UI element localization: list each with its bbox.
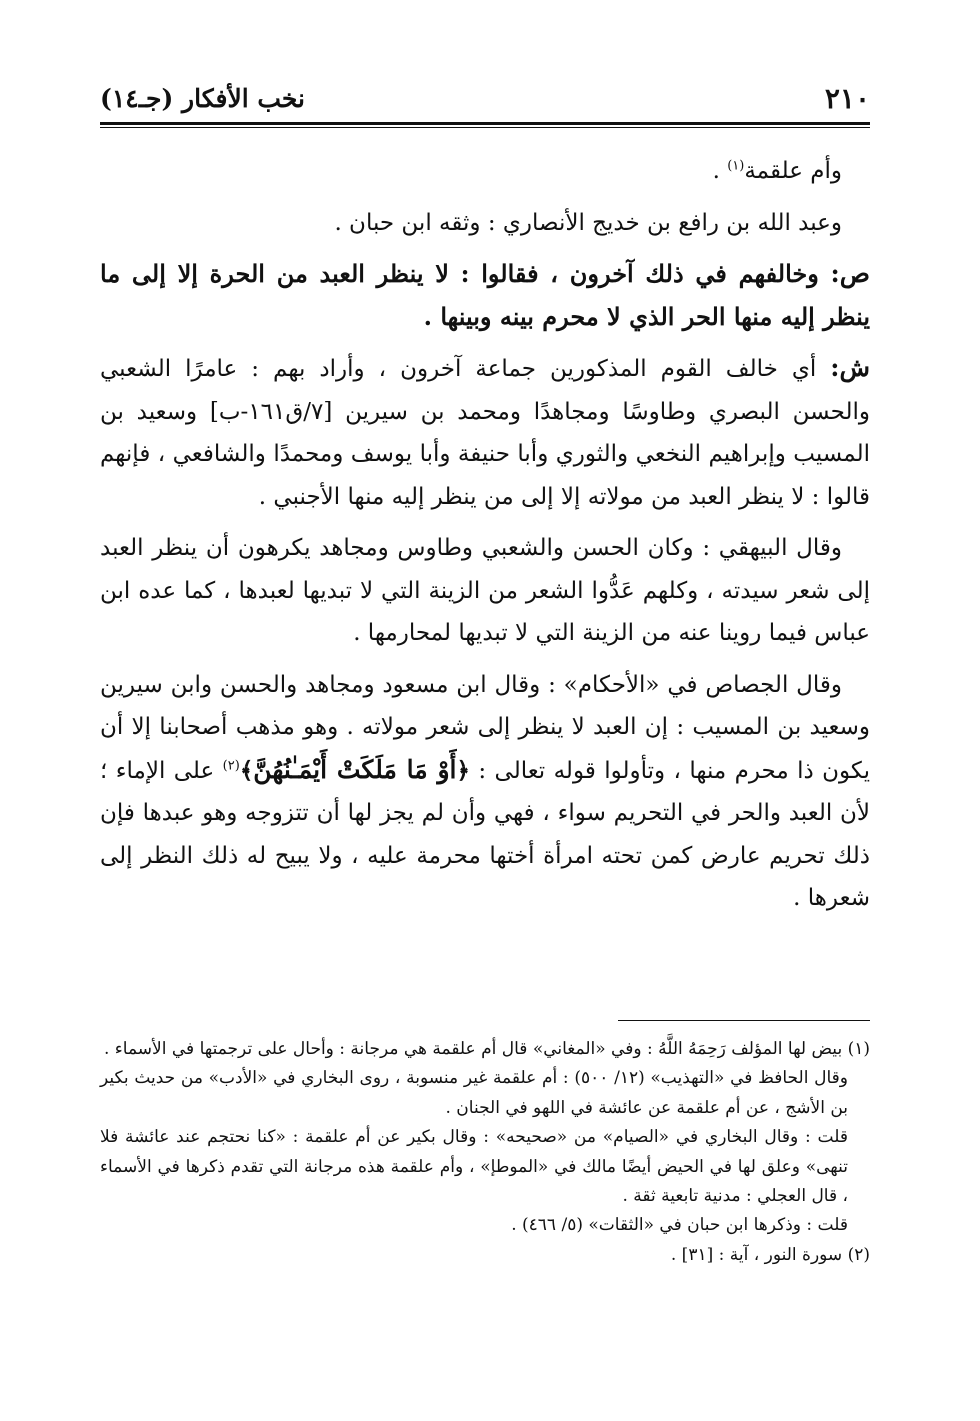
page-number: ٢١٠ (824, 82, 870, 115)
paragraph-2: وعبد الله بن رافع بن خديج الأنصاري : وثقه ابن حبان . (334, 209, 842, 236)
paragraph-jassas: وقال الجصاص في «الأحكام» : وقال ابن مسعود ومجاهد والحسن وابن سيرين وسعيد بن المسيب : إن العبد لا ينظر إلى شعر مولاته . وهو مذهب أصحابنا إلا أن يكون ذا محرم منها ، وتأولوا قوله تعالى : ﴿أَوْ مَا مَلَكَتْ أَيْمَـٰنُهُنَّ﴾$^{(٢)}$ على الإماء ؛ لأن العبد والحر في التحريم سواء ، فهي وأن لم يجز لها أن تتزوجه وهو عبدها فإن ذلك تحريم عارض كمن تحته امرأة أختها محرمة عليه ، ولا يبيح له ذلك النظر إلى شعرها . (100, 671, 871, 911)
matn-text: وخالفهم في ذلك آخرون ، فقالوا : لا ينظر العبد من الحرة إلا إلى ما ينظر إليه منها الحر الذي لا محرم بينه وبينها . (100, 259, 870, 331)
header-rule (100, 122, 870, 128)
main-text (100, 150, 870, 929)
footnote-1-tahdhib: وقال الحافظ في «التهذيب» (١٢/ ٥٠٠) : أم علقمة غير منسوبة ، روى البخاري في «الأدب» من حديث بكير بن الأشج ، عن أم علقمة عن عائشة في اللهو في الجنان . (100, 1068, 849, 1118)
footnote-ref-2: (٢) (222, 757, 240, 773)
paragraph-1: وأم علقمة$^{(١)}$ . (712, 158, 842, 184)
sad-label: ص: (830, 259, 870, 288)
footnote-1-bukhari: قلت : وقال البخاري في «الصيام» من «صحيحه» : وقال بكير عن أم علقمة : «كنا نحتجم عند عائشة فلا تنهى» وعلق لها في الحيض أيضًا مالك في «الموطإ» ، وأم علقمة هذه مرجانة التي تقدم ذكرها في الأسماء ، قال العجلي : مدنية تابعية ثقة . (100, 1127, 848, 1207)
footnote-1-ibn-hibban: قلت : وذكرها ابن حبان في «الثقات» (٥/ ٤٦٦) . (511, 1215, 848, 1236)
footnotes (100, 1035, 870, 1270)
footnote-separator (618, 1020, 870, 1021)
running-title: نخب الأفكار (جـ١٤) (100, 84, 306, 113)
sharh-text: أي خالف القوم المذكورين جماعة آخرون ، وأراد بهم : عامرًا الشعبي والحسن البصري وطاوسًا ومجاهدًا ومحمد بن سيرين [٧/ق١٦١-ب] وسعيد بن المسيب وإبراهيم النخعي والثوري وأبا حنيفة وأبا يوسف ومحمدًا والشافعي ، فإنهم قالوا : لا ينظر العبد من مولاته إلا إلى من ينظر إليه منها الأجنبي . (100, 356, 871, 510)
footnote-2: (٢) سورة النور ، آية : [٣١] . (670, 1244, 870, 1265)
paragraph-bayhaqi: وقال البيهقي : وكان الحسن والشعبي وطاوس ومجاهد يكرهون أن ينظر العبد إلى شعر سيدته ، وكلهم عَدُّوا الشعر من الزينة التي لا تبديها لعبدها ، كما عده ابن عباس فيما روينا عنه من الزينة التي لا تبديها لمحارمها . (100, 535, 870, 646)
quran-verse: أَوْ مَا مَلَكَتْ أَيْمَـٰنُهُنَّ (253, 754, 457, 784)
matn-paragraph (100, 253, 870, 338)
footnote-ref-1: (١) (727, 158, 745, 174)
sharh-paragraph (100, 347, 870, 518)
quran-bracket-open: ﴿ (456, 756, 470, 784)
footnote-1: (١) بيض لها المؤلف رَحِمَهُ اللَّهُ : وفي «المغاني» قال أم علقمة هي مرجانة : وأحال على ترجمتها في الأسماء . (104, 1039, 870, 1059)
page-header (100, 78, 870, 118)
quran-bracket-close: ﴾ (239, 756, 254, 784)
shin-label: ش: (830, 353, 870, 382)
